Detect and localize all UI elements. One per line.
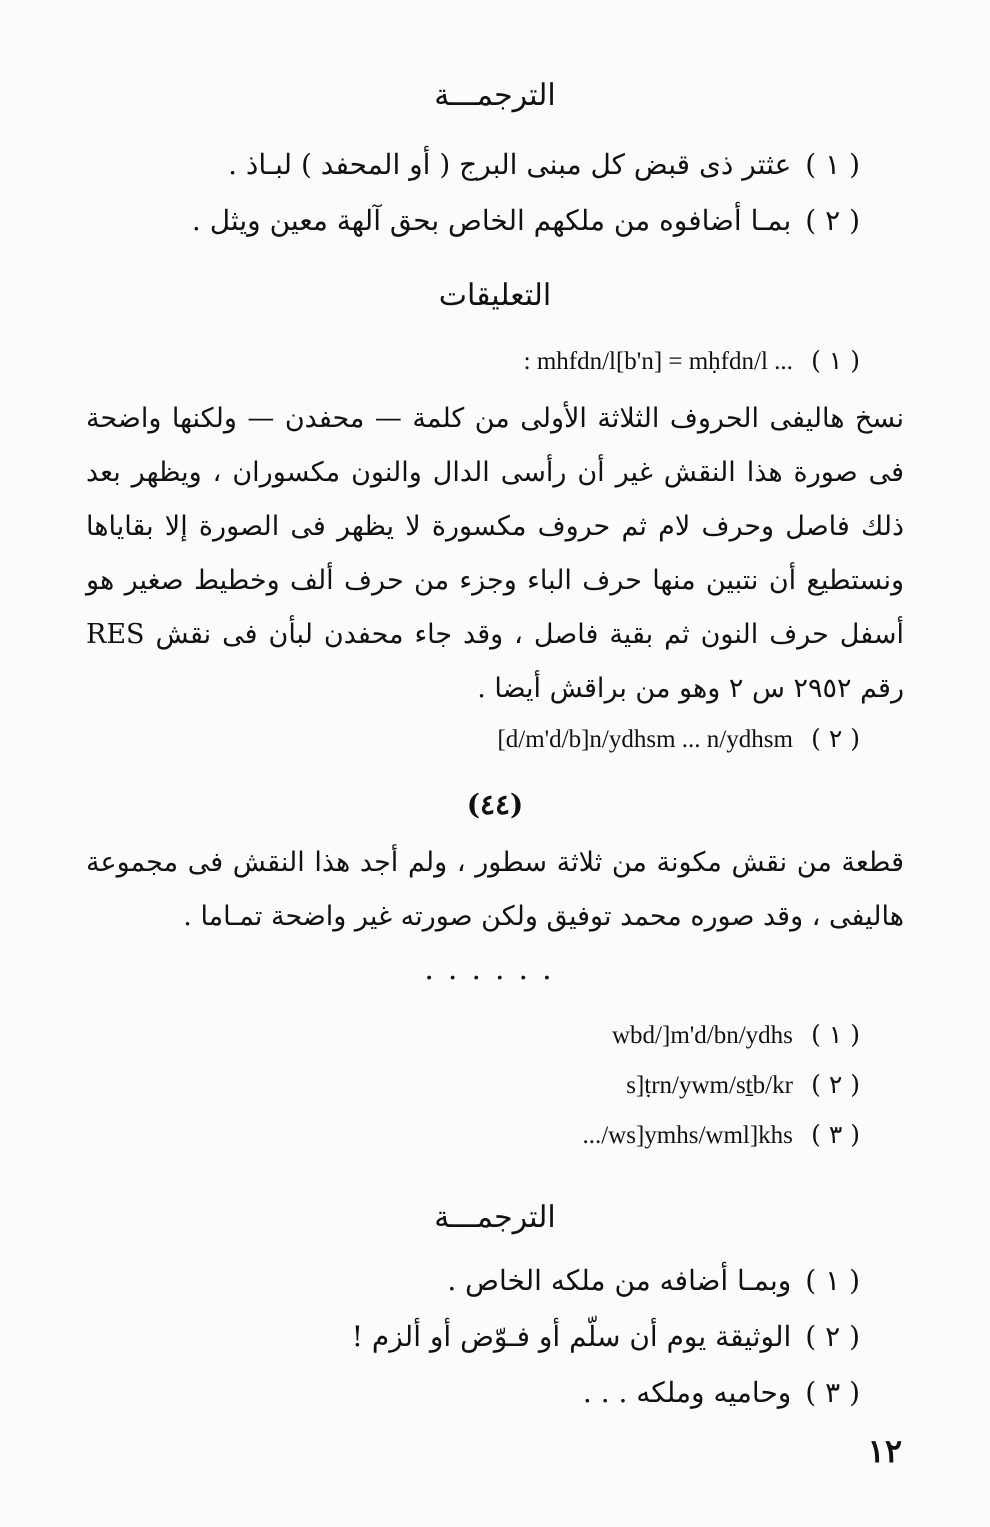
line-number: ( ٢ ): [811, 724, 860, 753]
line-number: ( ٣ ): [805, 1376, 860, 1409]
line-text: عثتر ذى قبض كل مبنى البرج ( أو المحفد ) لبـاذ .: [228, 148, 792, 181]
line-number: ( ١ ): [811, 346, 860, 375]
line-number: ( ٢ ): [805, 1320, 860, 1353]
line-number: ( ٢ ): [805, 204, 860, 237]
inscription-line-2: [626, 1070, 860, 1100]
commentary-item-1: [524, 346, 860, 376]
inscription-number: (٤٤): [466, 788, 524, 821]
commentary-item-2: [497, 724, 860, 754]
line-number: ( ٣ ): [811, 1120, 860, 1149]
translation-heading: الترجمـــة: [434, 78, 556, 113]
line-number: ( ٢ ): [811, 1070, 860, 1099]
line-number: ( ١ ): [811, 1020, 860, 1049]
translit-text: wbd/]m'd/bn/ydhs: [612, 1022, 793, 1049]
inscription-description: قطعة من نقش مكونة من ثلاثة سطور ، ولم أجد هذا النقش فى مجموعة هاليفى ، وقد صوره محمد توفيق ولكن صورته غير واضحة تمـاما .: [86, 847, 904, 932]
inscription-line-1: [612, 1020, 860, 1050]
translit-text: : mhfdn/l[b'n] = mḥfdn/l ...: [523, 348, 793, 375]
translation-line-2: [352, 1320, 860, 1353]
translit-text: .../ws]ymhs/wml]khs: [582, 1122, 793, 1149]
line-number: ( ١ ): [805, 148, 860, 181]
line-text: الوثيقة يوم أن سلّم أو فـوّض أو ألزم !: [351, 1320, 792, 1353]
translation-line-2: [192, 204, 860, 237]
ellipsis-dots: ......: [424, 952, 566, 987]
line-number: ( ١ ): [805, 1264, 860, 1297]
translation-heading-2: الترجمـــة: [434, 1200, 556, 1235]
commentary-heading: التعليقات: [438, 278, 552, 313]
page-number: ١٢: [867, 1432, 902, 1470]
line-text: وبمـا أضافه من ملكه الخاص .: [447, 1264, 792, 1297]
commentary-paragraph: نسخ هاليفى الحروف الثلاثة الأولى من كلمة — محفدن — ولكنها واضحة فى صورة هذا النقش غير أن رأسى الدال والنون مكسوران ، ويظهر بعد ذلك فاصل وحرف لام ثم حروف مكسورة لا يظهر فى الصورة إلا بقاياها ونستطيع أن نتبين منها حرف الباء وجزء من حرف ألف وخطيط صغير هو أسفل حرف النون ثم بقية فاصل ، وقد جاء محفدن لبأن فى نقش RES رقم ٢٩٥٢ س ٢ وهو من براقش أيضا .: [86, 403, 904, 704]
translation-line-1: [447, 1264, 860, 1297]
line-text: بمـا أضافوه من ملكهم الخاص بحق آلهة معين ويثل .: [191, 204, 792, 237]
line-text: وحاميه وملكه . . .: [582, 1376, 792, 1409]
translation-line-3: [583, 1376, 860, 1409]
translit-text: s]ṭrn/ywm/sṯb/kr: [626, 1072, 793, 1099]
inscription-line-3: [582, 1120, 860, 1150]
translit-text: [d/m'd/b]n/ydhsm ... n/ydhsm: [497, 726, 793, 753]
translation-line-1: [228, 148, 860, 181]
